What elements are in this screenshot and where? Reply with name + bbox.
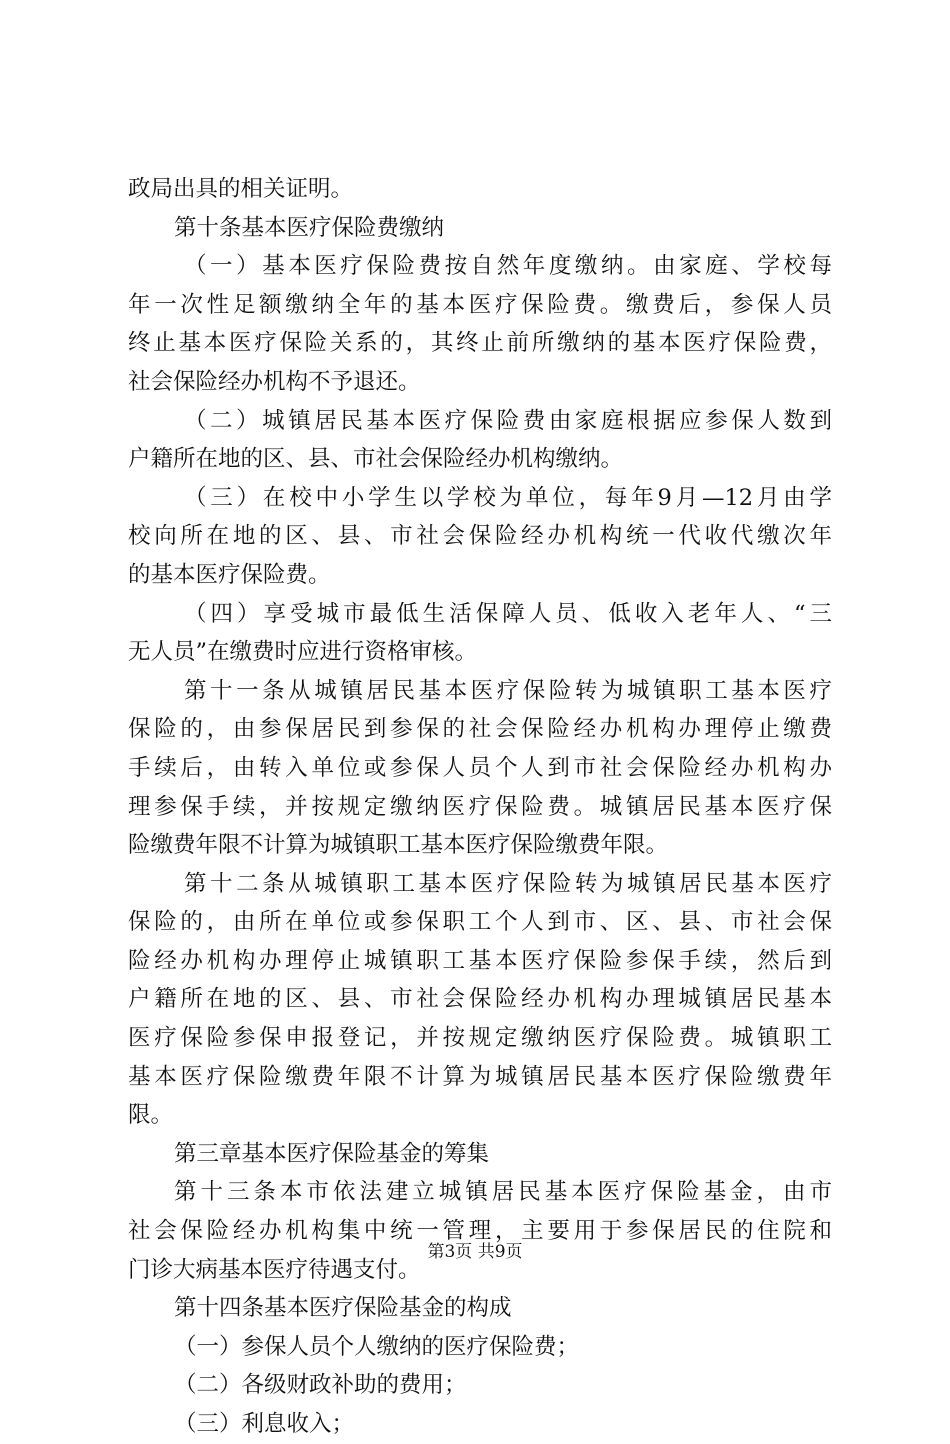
article-heading: 第十二条从城镇职工基本医疗保险转为城镇居民基本医疗 (184, 870, 832, 897)
list-item: （二）各级财政补助的费用； (174, 1372, 467, 1399)
list-item: （一）参保人员个人缴纳的医疗保险费； (174, 1333, 580, 1360)
text-line: 的基本医疗保险费。 (128, 561, 331, 588)
text-line: （三）在校中小学生以学校为单位，每年9月—12月由学 (184, 484, 832, 511)
text-line: 社会保险经办机构不予退还。 (128, 368, 421, 395)
text-line: （二）城镇居民基本医疗保险费由家庭根据应参保人数到 (184, 407, 832, 434)
text-line: 保险的，由参保居民到参保的社会保险经办机构办理停止缴费 (128, 716, 832, 743)
text-line: 社会保险经办机构集中统一管理，主要用于参保居民的住院和 (128, 1218, 832, 1245)
text-line: 年一次性足额缴纳全年的基本医疗保险费。缴费后，参保人员 (128, 291, 832, 318)
text-line: 手续后，由转入单位或参保人员个人到市社会保险经办机构办 (128, 754, 832, 781)
chapter-heading: 第三章基本医疗保险基金的筹集 (174, 1140, 490, 1167)
text-line: 政局出具的相关证明。 (128, 176, 354, 202)
list-item: （三）利息收入； (174, 1411, 355, 1437)
text-line: （一）基本医疗保险费按自然年度缴纳。由家庭、学校每 (184, 253, 832, 280)
text-line: 基本医疗保险缴费年限不计算为城镇居民基本医疗保险缴费年 (128, 1063, 832, 1090)
article-heading: 第十四条基本医疗保险基金的构成 (174, 1295, 512, 1322)
text-line: 校向所在地的区、县、市社会保险经办机构统一代收代缴次年 (128, 523, 832, 550)
page-number-footer: 第3页 共9页 (427, 1242, 523, 1262)
article-heading: 第十三条本市依法建立城镇居民基本医疗保险基金，由市 (174, 1179, 832, 1206)
text-line: 门诊大病基本医疗待遇支付。 (128, 1256, 421, 1283)
text-line: 户籍所在地的区、县、市社会保险经办机构办理城镇居民基本 (128, 986, 832, 1013)
text-line: 保险的，由所在单位或参保职工个人到市、区、县、市社会保 (128, 909, 832, 936)
text-line: 医疗保险参保申报登记，并按规定缴纳医疗保险费。城镇职工 (128, 1025, 832, 1052)
text-line: 险经办机构办理停止城镇职工基本医疗保险参保手续，然后到 (128, 947, 832, 974)
article-heading: 第十一条从城镇居民基本医疗保险转为城镇职工基本医疗 (184, 677, 832, 704)
text-line: 终止基本医疗保险关系的，其终止前所缴纳的基本医疗保险费， (128, 330, 832, 357)
text-line: 无人员”在缴费时应进行资格审核。 (128, 639, 478, 666)
article-heading: 第十条基本医疗保险费缴纳 (174, 214, 445, 241)
text-line: 限。 (128, 1102, 174, 1129)
text-line: 户籍所在地的区、县、市社会保险经办机构缴纳。 (128, 446, 624, 473)
text-line: （四）享受城市最低生活保障人员、低收入老年人、“三 (184, 600, 832, 627)
text-line: 理参保手续，并按规定缴纳医疗保险费。城镇居民基本医疗保 (128, 793, 832, 820)
text-line: 险缴费年限不计算为城镇职工基本医疗保险缴费年限。 (128, 832, 669, 859)
